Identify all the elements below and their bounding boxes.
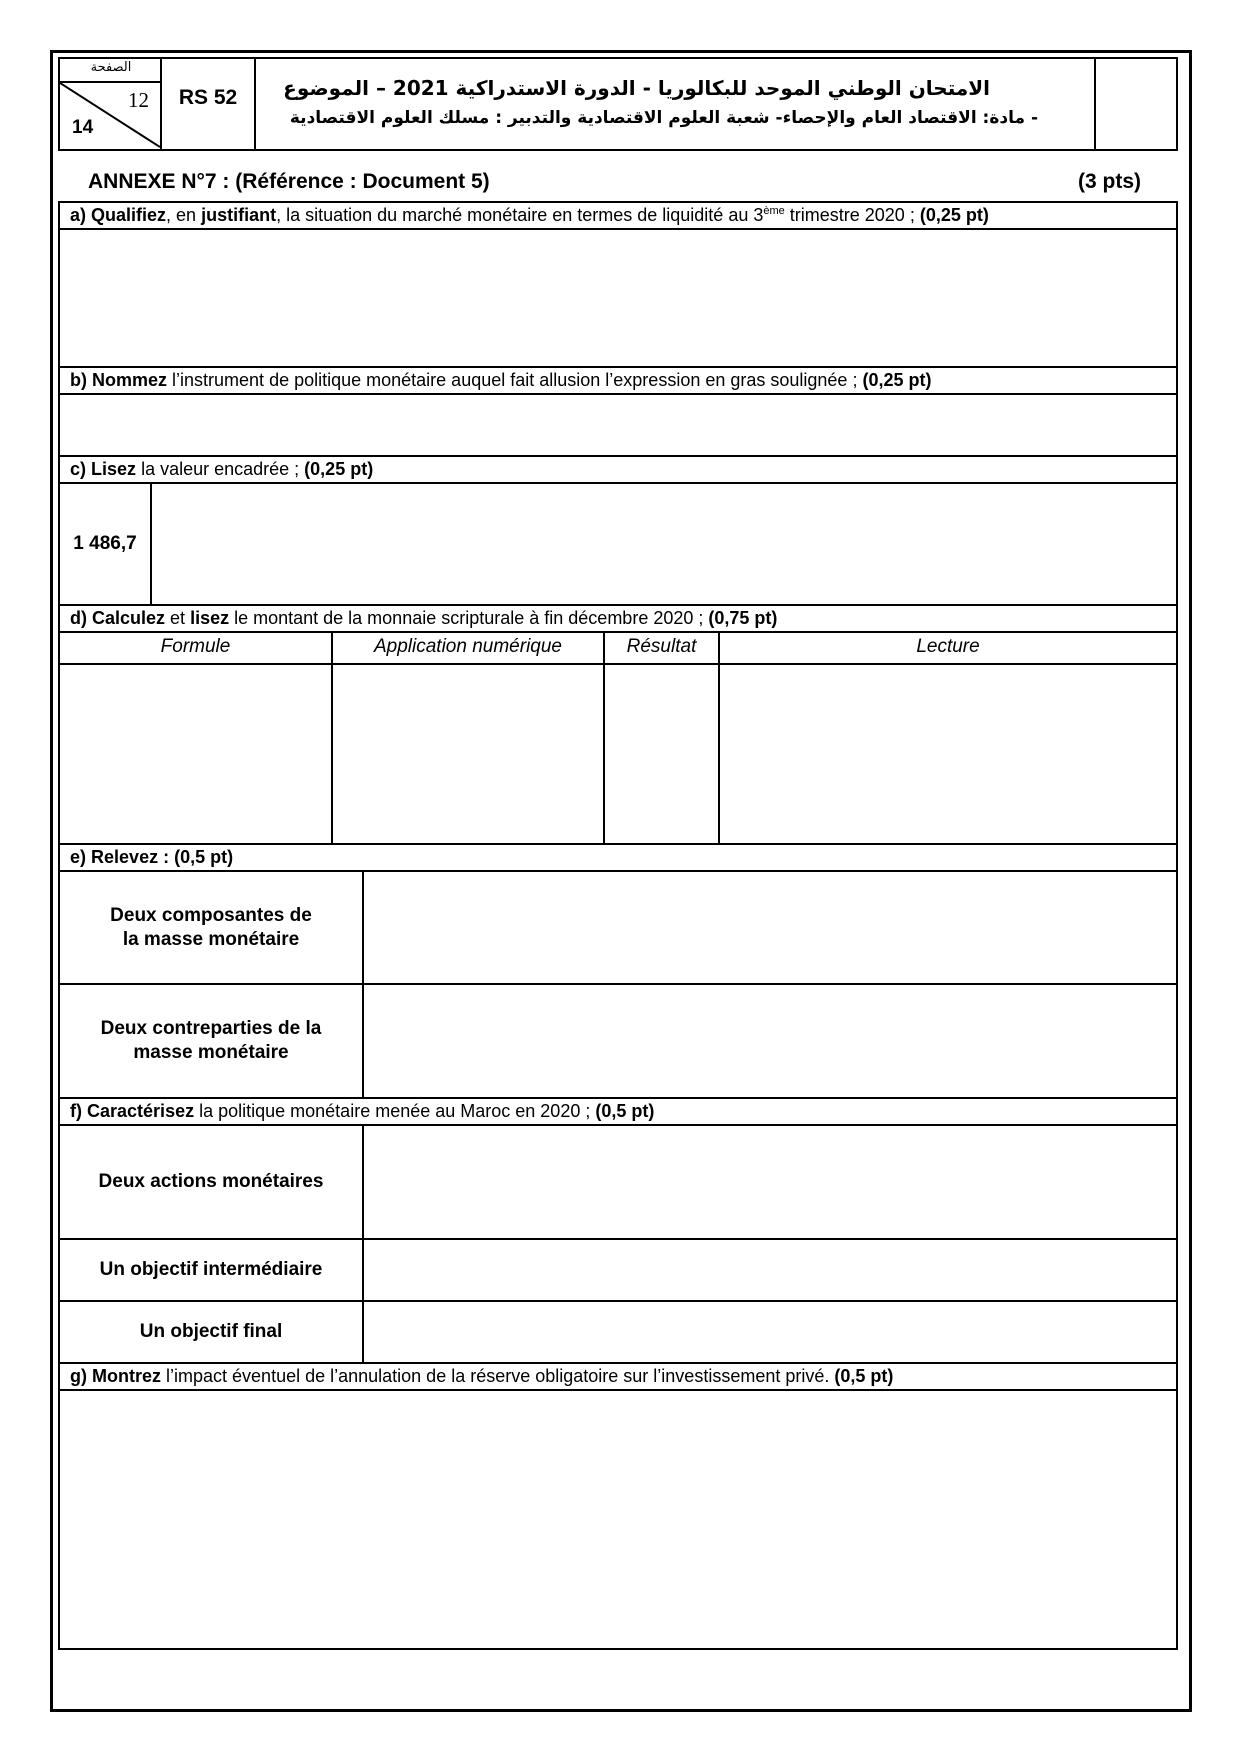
column-application: Application numérique [373,636,562,657]
exam-title: الامتحان الوطني الموحد للبكالوريا - الدورة الاستدراكية 2021 – الموضوع [283,76,990,100]
answer-area-c[interactable] [152,484,1176,604]
exam-code: RS 52 [178,86,238,109]
page-current: 12 [128,88,149,112]
row-label-objectif-intermediaire: Un objectif intermédiaire [99,1259,323,1281]
question-e: e) Relevez : (0,5 pt) [70,847,234,867]
answer-cell-actions[interactable] [364,1126,1176,1238]
column-lecture: Lecture [916,636,980,657]
annex-points: (3 pts) [1078,170,1141,193]
answer-area-b[interactable] [60,395,1176,455]
answer-area-g[interactable] [60,1391,1176,1648]
question-d: d) Calculez et lisez le montant de la monnaie scripturale à fin décembre 2020 ; (0,75 pt) [70,608,778,628]
column-formule: Formule [160,636,231,657]
question-c: c) Lisez la valeur encadrée ; (0,25 pt) [70,459,374,479]
annex-title: ANNEXE N°7 : (Référence : Document 5) [88,170,490,193]
answer-cell-composantes[interactable] [364,872,1176,983]
question-f: f) Caractérisez la politique monétaire menée au Maroc en 2020 ; (0,5 pt) [70,1101,655,1121]
row-label-objectif-final: Un objectif final [139,1321,283,1343]
question-b: b) Nommez l’instrument de politique monétaire auquel fait allusion l’expression en gras soulignée ; (0,25 pt) [70,370,932,390]
exam-subject: - مادة: الاقتصاد العام والإحصاء- شعبة العلوم الاقتصادية والتدبير : مسلك العلوم الاقتصادية [289,108,1038,128]
row-label-contreparties: Deux contreparties de la masse monétaire [100,1018,322,1063]
row-label-composantes: Deux composantes de la masse monétaire [110,904,312,950]
question-a: a) Qualifiez, en justifiant, la situation du marché monétaire en termes de liquidité au 3ème trimestre 2020 ; (0,25 pt) [70,205,989,225]
answer-cell-objectif-intermediaire[interactable] [364,1240,1176,1300]
answer-cell-contreparties[interactable] [364,985,1176,1097]
answer-cell-objectif-final[interactable] [364,1302,1176,1362]
answer-cell-resultat[interactable] [605,665,718,843]
page-label: الصفحة [90,60,132,75]
answer-area-a[interactable] [60,230,1176,366]
framed-value: 1 486,7 [73,533,137,554]
column-resultat: Résultat [626,636,697,657]
question-g: g) Montrez l’impact éventuel de l’annulation de la réserve obligatoire sur l’investissement privé. (0,5 pt) [70,1366,894,1386]
row-label-actions: Deux actions monétaires [98,1171,324,1193]
answer-cell-application[interactable] [333,665,603,843]
page-total: 14 [72,117,94,138]
answer-cell-lecture[interactable] [720,665,1176,843]
answer-cell-formule[interactable] [60,665,331,843]
